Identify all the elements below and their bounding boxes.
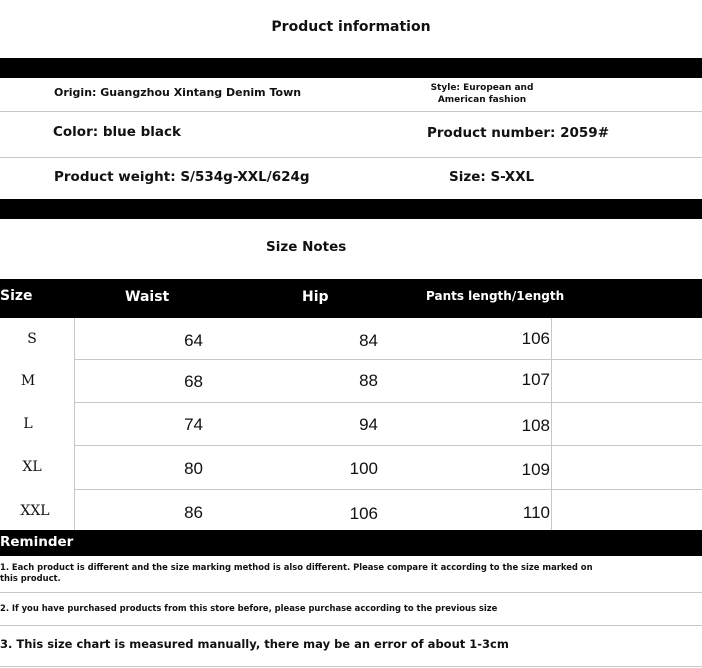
style-line-2: American fashion [437,95,527,105]
reminder-header [0,530,702,556]
row-divider [0,111,702,112]
length-cell: 108 [521,416,550,435]
style-text [418,82,546,106]
weight-text: Product weight: S/534g-XXL/624g [54,169,310,185]
hip-cell: 94 [359,415,378,434]
length-cell: 110 [522,503,550,522]
table-row-divider [74,402,702,403]
reminder-note-3: 3. This size chart is measured manually, there may be an error of about 1-3cm [0,637,509,651]
size-cell: XL [22,459,42,475]
column-header-hip: Hip [302,289,329,305]
row-divider [0,157,702,158]
column-header-waist: Waist [125,289,170,305]
waist-cell: 80 [184,459,203,478]
hip-cell: 84 [359,331,378,350]
table-column-divider [551,318,552,530]
reminder-divider [0,592,702,593]
hip-cell: 88 [359,371,378,390]
reminder-note-2: 2. If you have purchased products from this store before, please purchase according to the previous size [0,603,498,613]
color-text: Color: blue black [53,124,181,140]
reminder-divider [0,625,702,626]
product-number-text: Product number: 2059# [427,125,610,141]
size-cell: L [23,416,33,432]
table-column-divider [74,318,75,530]
size-cell: M [20,373,36,389]
table-row-divider [74,359,702,360]
divider-bar [0,58,702,78]
length-cell: 106 [521,329,550,348]
style-line-1: Style: European and [430,83,534,93]
reminder-note-1 [0,562,700,584]
hip-cell: 106 [349,504,378,523]
waist-cell: 74 [184,415,203,434]
size-table-header [0,279,702,318]
table-row-divider [74,445,702,446]
reminder-title: Reminder [0,534,74,550]
reminder-note-1-line-2: this product. [0,573,61,583]
size-notes-title: Size Notes [266,239,347,255]
table-row-divider [74,489,702,490]
size-cell: XXL [20,503,50,519]
waist-cell: 68 [184,372,203,391]
length-cell: 109 [521,460,550,479]
column-header-pants-length: Pants length/1ength [426,289,565,303]
waist-cell: 64 [184,331,203,350]
divider-bar [0,199,702,219]
waist-cell: 86 [184,503,203,522]
size-cell: S [27,331,37,347]
reminder-note-1-line-1: 1. Each product is different and the size marking method is also different. Please compare it according to the size marked on [0,562,593,572]
origin-text: Origin: Guangzhou Xintang Denim Town [54,86,302,99]
length-cell: 107 [521,370,550,389]
reminder-divider [0,666,702,667]
size-range-text: Size: S-XXL [449,169,535,185]
hip-cell: 100 [349,459,378,478]
column-header-size: Size [0,288,33,304]
page-title: Product information [271,19,431,35]
